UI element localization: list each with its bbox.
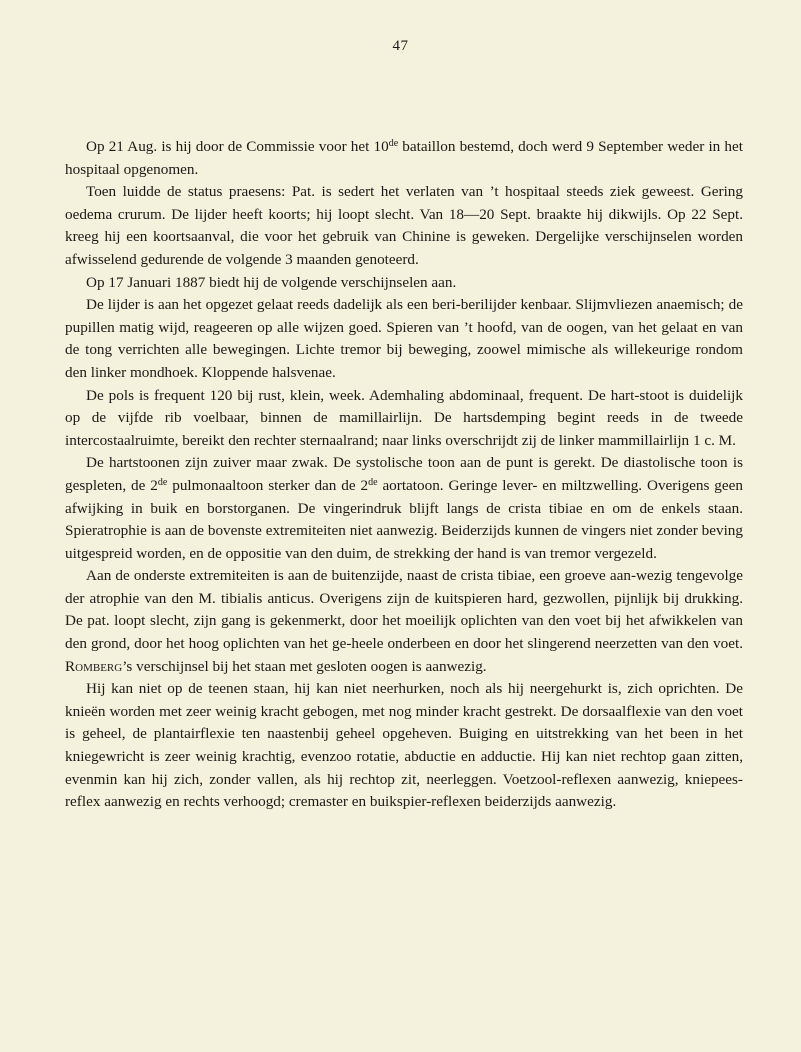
paragraph bbox=[65, 272, 743, 295]
author-name: Romberg bbox=[65, 657, 123, 675]
text-run: Op 17 Januari 1887 biedt hij de volgende verschijnselen aan. bbox=[86, 273, 457, 291]
text-run: De hartstoonen zijn zuiver maar zwak. De systolische toon aan de punt is gerekt. De diastolische toon is gespleten, de 2 bbox=[65, 454, 743, 494]
superscript: de bbox=[388, 138, 399, 149]
text-run: Hij kan niet op de teenen staan, hij kan niet neerhurken, noch als hij neergehurkt is, zich oprichten. De knieën worden met zeer weinig kracht gebogen, met nog minder kracht gestrekt. De dorsaalflexie van den voet is geheel, de plantairflexie ten naastenbij geheel opgeheven. Buiging en uitstrekking van het been in het kniegewricht is zeer weinig krachtig, evenzoo rotatie, abductie en adductie. Hij kan niet rechtop gaan zitten, evenmin kan hij zich, zonder vallen, als hij rechtop zit, neerleggen. Voetzool-reflexen aanwezig, kniepees-reflex aanwezig en rechts verhoogd; cremaster en buikspier-reflexen beiderzijds aanwezig. bbox=[65, 680, 743, 811]
paragraph bbox=[65, 385, 743, 453]
paragraph bbox=[65, 452, 743, 565]
paragraph bbox=[65, 678, 743, 814]
text-run: Op 21 Aug. is hij door de Commissie voor het 10 bbox=[86, 138, 389, 155]
paragraph bbox=[65, 294, 743, 384]
paragraph bbox=[65, 181, 743, 271]
superscript: de bbox=[368, 476, 378, 488]
text-run: Toen luidde de status praesens: Pat. is sedert het verlaten van ’t hospitaal steeds ziek geweest. Gering oedema crurum. De lijder heeft koorts; hij loopt slecht. Van 18—20 Sept. braakte hij dikwijls. Op 22 Sept. kreeg hij een koortsaanval, die voor het gebruik van Chinine is geweken. Dergelijke verschijnselen worden afwisselend gedurende de volgende 3 maanden genoteerd. bbox=[65, 183, 743, 268]
page-number: 47 bbox=[392, 38, 409, 54]
superscript: de bbox=[157, 476, 168, 488]
text-run: ’s verschijnsel bij het staan met gesloten oogen is aanwezig. bbox=[122, 657, 487, 675]
paragraph bbox=[65, 136, 743, 181]
text-run: De lijder is aan het opgezet gelaat reeds dadelijk als een beri-berilijder kenbaar. Slijmvliezen anaemisch; de pupillen matig wijd, reageeren op alle wijzen goed. Spieren van ’t hoofd, van de oogen, van het gelaat en van de tong verrichten alle bewegingen. Lichte tremor bij beweging, zoowel mimische als willekeurige rondom den linker mondhoek. Kloppende halsvenae. bbox=[65, 296, 743, 381]
body-text bbox=[65, 136, 743, 814]
text-run: Aan de onderste extremiteiten is aan de buitenzijde, naast de crista tibiae, een groeve aan-wezig tengevolge der atrophie van den M. tibialis anticus. Overigens zijn de kuitspieren hard, gezwollen, pijnlijk bij drukking. De pat. loopt slecht, zijn gang is gekenmerkt, door het moeilijk oplichten van den voet bij het afwikkelen van den grond, door het hoog oplichten van het ge-heele onderbeen en door het slingerend neerzetten van den voet. bbox=[65, 567, 743, 653]
text-run: aortatoon. Geringe lever- en miltzwelling. Overigens geen afwijking in buik en borstorganen. De vingerindruk blijft langs de crista tibiae en om de enkels staan. Spieratrophie is aan de bovenste extremiteiten niet aanwezig. Beiderzijds kunnen de vingers niet zonder beving uitgespreid worden, en de oppositie van den duim, de strekking der hand is van tremor vergezeld. bbox=[65, 476, 743, 562]
text-run: bataillon bestemd, doch werd 9 September weder in het hospitaal opgenomen. bbox=[65, 138, 743, 178]
paragraph bbox=[65, 565, 743, 678]
text-run: pulmonaaltoon sterker dan de 2 bbox=[167, 476, 369, 494]
text-run: De pols is frequent 120 bij rust, klein, week. Ademhaling abdominaal, frequent. De hart-stoot is duidelijk op de vijfde rib voelbaar, binnen de mamillairlijn. De hartsdemping begint reeds in de tweede intercostaalruimte, bereikt den rechter sternaalrand; naar links overschrijdt zij de linker mammillairlijn 1 c. M. bbox=[65, 386, 743, 449]
